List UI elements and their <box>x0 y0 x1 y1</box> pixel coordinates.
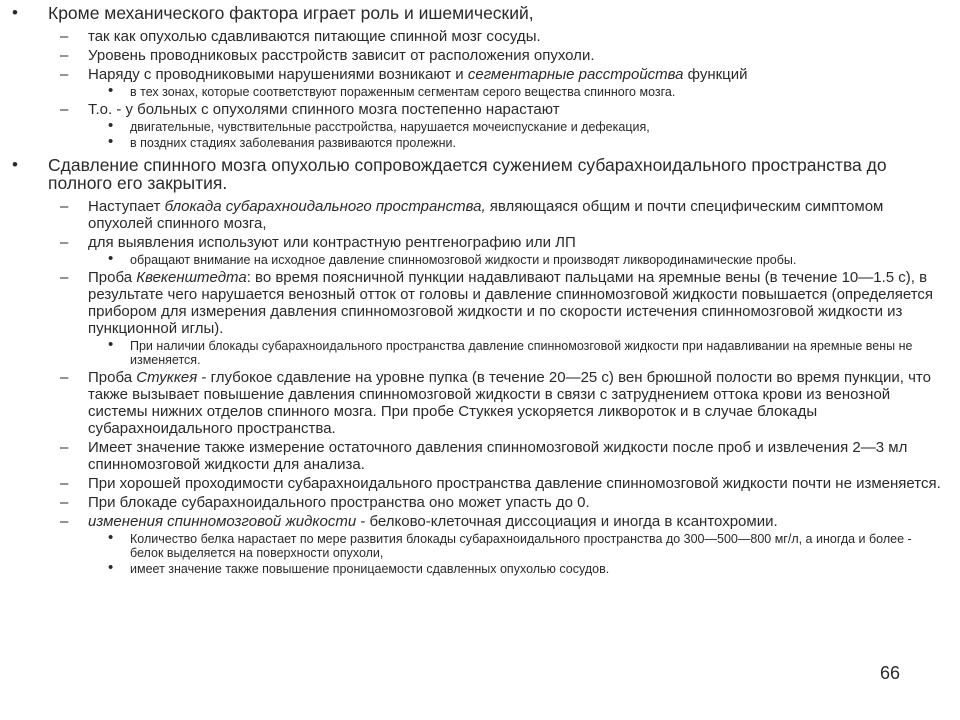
detail-item <box>0 529 960 560</box>
detail-item-text: При наличии блокады субарахноидального пространства давление спинномозговой жидкости при надавливании на яремные вены не изменяется. <box>130 339 913 367</box>
detail-item-text: двигательные, чувствительные расстройства, нарушается мочеиспускание и дефекация, <box>130 120 650 134</box>
sub-item-queckenstedt <box>0 269 960 337</box>
sub-item <box>0 513 960 530</box>
detail-item-text: в тех зонах, которые соответствуют пораженным сегментам серого вещества спинного мозга. <box>130 85 676 99</box>
sub-item-emphasis: изменения спинномозговой жидкости <box>88 513 357 530</box>
detail-item <box>0 559 960 576</box>
dot-marker: • <box>108 336 114 353</box>
sub-item <box>0 28 960 45</box>
sub-item-text: так как опухолью сдавливаются питающие спинной мозг сосуды. <box>88 28 541 45</box>
dot-marker: • <box>108 82 114 99</box>
detail-item-text: имеет значение также повышение проницаемости сдавленных опухолью сосудов. <box>130 562 610 576</box>
detail-item <box>0 82 960 99</box>
sub-item-text: Проба <box>88 369 137 386</box>
detail-item-text: в поздних стадиях заболевания развиваются пролежни. <box>130 136 456 150</box>
sub-item <box>0 47 960 64</box>
sub-item <box>0 475 960 492</box>
sub-item-text: Наступает <box>88 198 165 215</box>
page-number: 66 <box>880 663 901 683</box>
detail-item <box>0 133 960 150</box>
dot-marker: • <box>108 250 114 267</box>
sub-item-text: Наряду с проводниковыми нарушениями возникают и <box>88 66 468 83</box>
dot-marker: • <box>108 133 114 150</box>
dot-marker: • <box>108 529 114 546</box>
dash-marker: – <box>60 369 69 386</box>
detail-item-text: Количество белка нарастает по мере развития блокады субарахноидального пространства до 300—500—800 мг/л, а иногда и более - белок выделяется на поверхности опухоли, <box>130 532 912 560</box>
sub-item-text: - белково-клеточная диссоциация и иногда в ксантохромии. <box>356 513 778 530</box>
sub-item-text: : во время поясничной пункции надавливают пальцами на яремные вены (в течение 10—1.5 с), в результате чего нарушается венозный отток от головы и давление спинномозговой жидкости повышается (определяется прибором для измерения давления спинномозговой жидкости и по скорости истечения спинномозговой жидкости из пункционной иглы). <box>88 269 934 337</box>
bullet-item-compression <box>0 156 960 192</box>
bullet-item-ischemic <box>0 4 960 22</box>
sub-item-text: При блокаде субарахноидального пространства оно может упасть до 0. <box>88 494 590 511</box>
dash-marker: – <box>60 28 69 45</box>
sub-item-emphasis: сегментарные расстройства <box>467 66 684 83</box>
dash-marker: – <box>60 198 69 215</box>
sub-item-text: функций <box>683 66 748 83</box>
sub-item <box>0 198 960 232</box>
sub-item <box>0 494 960 511</box>
sub-item-emphasis: блокада субарахноидального пространства, <box>164 198 486 215</box>
sub-item-emphasis: Стуккея <box>136 369 198 386</box>
dash-marker: – <box>60 475 69 492</box>
sub-item-text: Проба <box>88 269 137 286</box>
sub-item-text: При хорошей проходимости субарахноидального пространства давление спинномозговой жидкости почти не изменяется. <box>88 475 941 492</box>
bullet-list <box>0 4 960 578</box>
sub-item-text: Имеет значение также измерение остаточного давления спинномозговой жидкости после проб и извлечения 2—3 мл спинномозговой жидкости для анализа. <box>88 439 908 473</box>
dot-marker: • <box>108 559 114 576</box>
bullet-text: Сдавление спинного мозга опухолью сопровождается сужением субарахноидального пространства до полного его закрытия. <box>48 155 887 193</box>
dash-marker: – <box>60 234 69 251</box>
dash-marker: – <box>60 494 69 511</box>
sub-item-stookey <box>0 369 960 437</box>
detail-item <box>0 250 960 267</box>
detail-item-text: обращают внимание на исходное давление спинномозговой жидкости и производят ликвородинамические пробы. <box>130 253 797 267</box>
sub-item-text: - глубокое сдавление на уровне пупка (в течение 20—25 с) вен брюшной полости во время пункции, что также вызывает повышение давления спинномозговой жидкости в связи с затруднением оттока крови из венозной системы нижних отделов спинного мозга. При пробе Стуккея ускоряется ликвороток и в случае блокады субарахноидального пространства. <box>88 369 931 437</box>
detail-item <box>0 117 960 134</box>
sub-item-text: Уровень проводниковых расстройств зависит от расположения опухоли. <box>88 47 595 64</box>
dash-marker: – <box>60 513 69 530</box>
bullet-marker: • <box>12 155 18 174</box>
detail-item <box>0 336 960 367</box>
sub-item-text: Т.о. - у больных с опухолями спинного мозга постепенно нарастают <box>88 101 560 118</box>
sub-item-text: являющаяся общим и почти специфическим симптомом опухолей спинного мозга, <box>88 198 884 232</box>
dash-marker: – <box>60 269 69 286</box>
dash-marker: – <box>60 439 69 456</box>
dash-marker: – <box>60 47 69 64</box>
sub-item-emphasis: Квекенштедта <box>136 269 247 286</box>
sub-item-text: для выявления используют или контрастную рентгенографию или ЛП <box>88 234 576 251</box>
bullet-text: Кроме механического фактора играет роль и ишемический, <box>48 3 534 23</box>
sub-item <box>0 439 960 473</box>
sub-item <box>0 234 960 251</box>
sub-item <box>0 101 960 118</box>
dash-marker: – <box>60 101 69 118</box>
dash-marker: – <box>60 66 69 83</box>
sub-item <box>0 66 960 83</box>
dot-marker: • <box>108 117 114 134</box>
bullet-marker: • <box>12 3 18 22</box>
